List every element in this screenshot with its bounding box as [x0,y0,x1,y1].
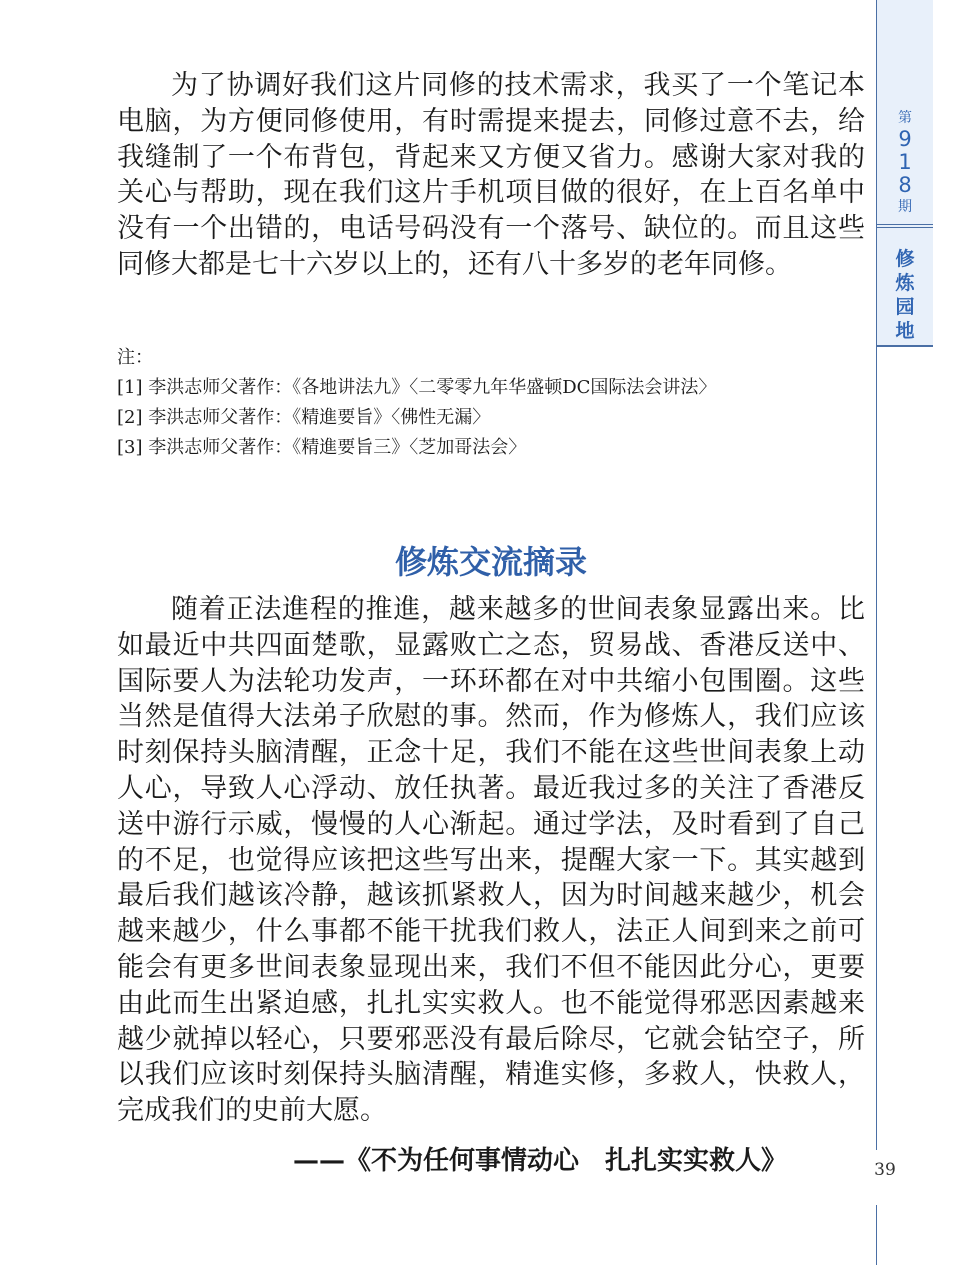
footnote-item: [1] 李洪志师父著作：《各地讲法九》〈二零零九年华盛顿DC国际法会讲法〉 [117,377,717,398]
article-paragraph: 随着正法進程的推進，越来越多的世间表象显露出来。比如最近中共四面楚歌，显露败亡之态，贸易战、香港反送中、国际要人为法轮功发声，一环环都在对中共缩小包围圈。这些当然是值得大法弟子欣慰的事。然而，作为修炼人，我们应该时刻保持头脑清醒，正念十足，我们不能在这些世间表象上动人心，导致人心浮动、放任执著。最近我过多的关注了香港反送中游行示威，慢慢的人心渐起。通过学法，及时看到了自己的不足，也觉得应该把这些写出来，提醒大家一下。其实越到最后我们越该冷静，越该抓紧救人，因为时间越来越少，机会越来越少，什么事都不能干扰我们救人，法正人间到来之前可能会有更多世间表象显现出来，我们不但不能因此分心，更要由此而生出紧迫感，扎扎实实救人。也不能觉得邪恶因素越来越少就掉以轻心，只要邪恶没有最后除尽，它就会钻空子，所以我们应该时刻保持头脑清醒，精進实修，多救人，快救人，完成我们的史前大愿。 [117,594,865,1127]
issue-prefix: 第 [898,110,912,126]
issue-digit: 9 [898,127,912,151]
source-attribution: ——《不为任何事情动心 扎扎实实救人》 [293,1146,788,1176]
section-char: 地 [895,320,915,342]
issue-number [877,108,933,217]
section-char: 炼 [895,272,915,294]
section-char: 园 [895,296,915,318]
issue-digit: 8 [898,173,912,197]
issue-digit: 1 [898,150,912,174]
issue-suffix: 期 [898,199,912,215]
sidebar-tab [877,0,933,347]
section-name-vertical [877,247,933,343]
sidebar-rule-middle [876,345,877,1150]
page-number: 39 [874,1160,896,1180]
footnote-item: [2] 李洪志师父著作：《精進要旨》〈佛性无漏〉 [117,407,491,428]
section-heading: 修炼交流摘录 [394,543,587,581]
section-char: 修 [895,248,915,270]
footnotes [117,343,877,463]
intro-paragraph: 为了协调好我们这片同修的技术需求，我买了一个笔记本电脑，为方便同修使用，有时需提来提去，同修过意不去，给我缝制了一个布背包，背起来又方便又省力。感谢大家对我的关心与帮助，现在我们这片手机项目做的很好，在上百名单中没有一个出错的，电话号码没有一个落号、缺位的。而且这些同修大都是七十六岁以上的，还有八十多岁的老年同修。 [117,70,865,280]
notes-label: 注： [117,347,153,368]
footnote-item: [3] 李洪志师父著作：《精進要旨三》〈芝加哥法会〉 [117,437,527,458]
sidebar-divider [877,224,933,228]
sidebar-rule-bottom [876,1205,877,1265]
